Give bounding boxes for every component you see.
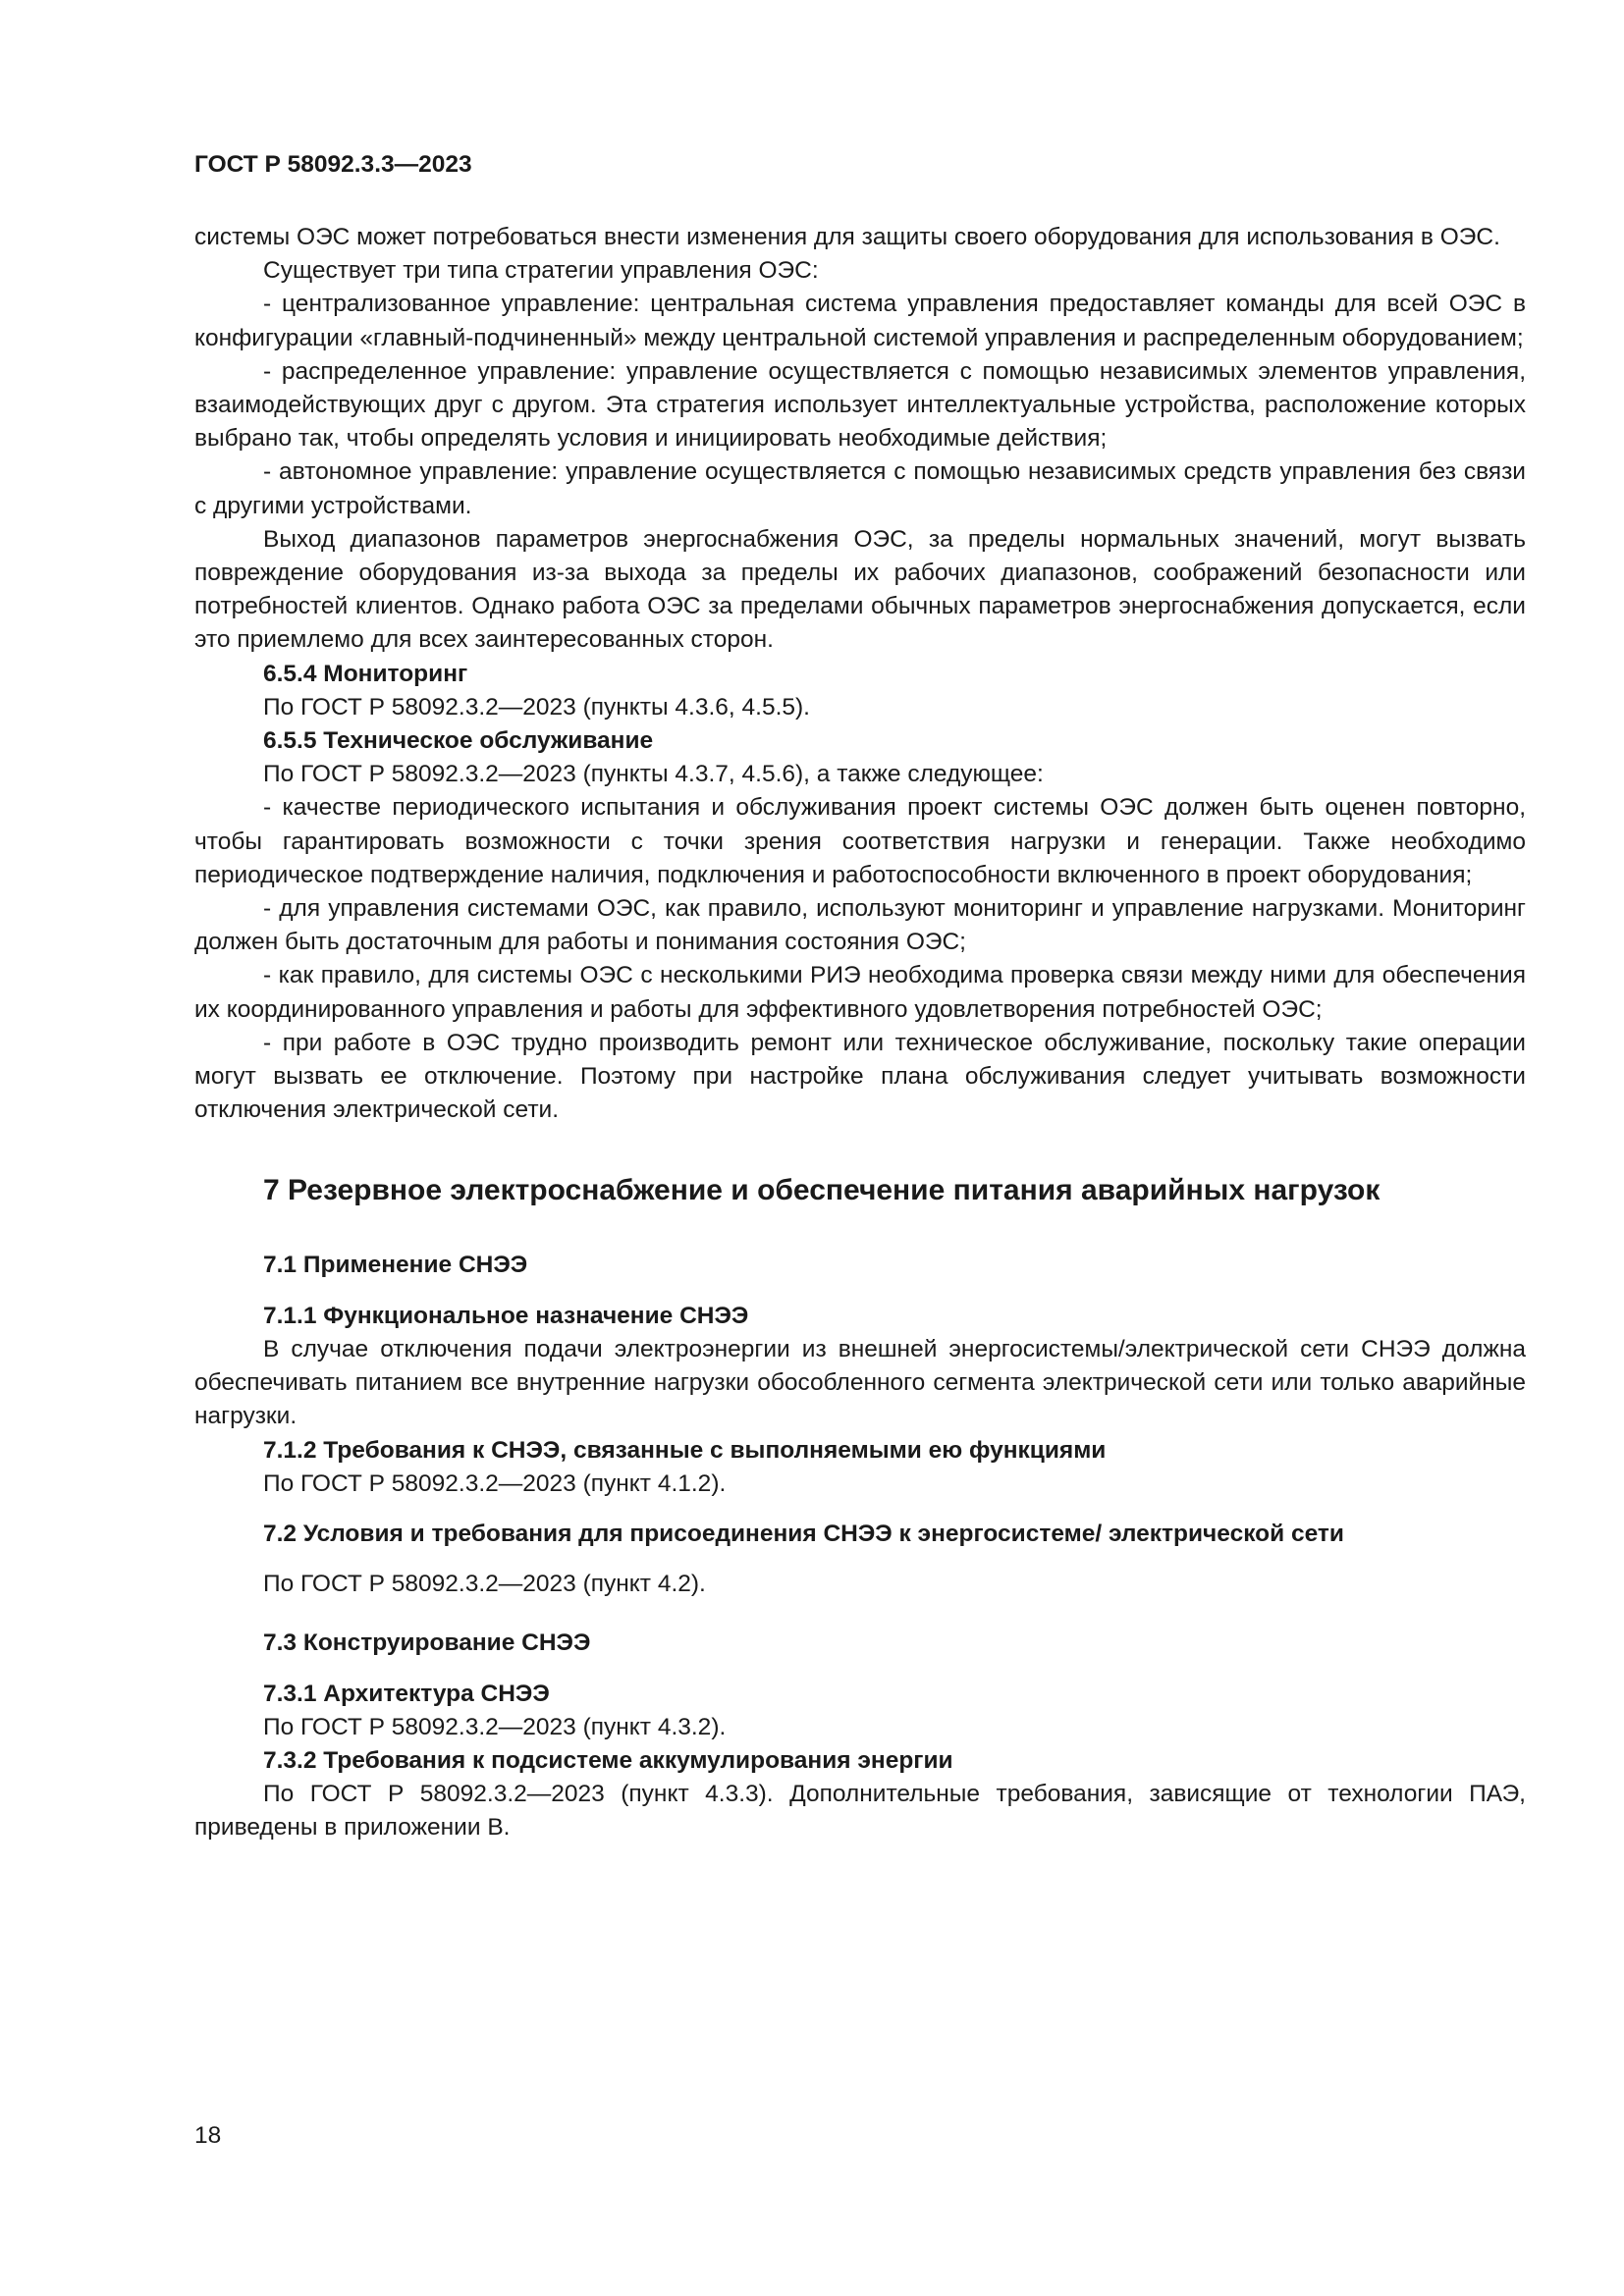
list-item: - автономное управление: управление осуществляется с помощью независимых средств управления без связи с другими устройствами. <box>194 458 1526 519</box>
list-item: - при работе в ОЭС трудно производить ремонт или техническое обслуживание, поскольку такие операции могут вызвать ее отключение. Поэтому при настройке плана обслуживания следует учитывать возможности отключения электрической сети. <box>194 1029 1526 1124</box>
list-item: - централизованное управление: центральная система управления предоставляет команды для всей ОЭС в конфигурации «главный-подчиненный» между центральной системой управления и распределенным оборудованием; <box>194 291 1526 351</box>
paragraph: Выход диапазонов параметров энергоснабжения ОЭС, за пределы нормальных значений, могут вызвать повреждение оборудования из-за выхода за пределы их рабочих диапазонов, соображений безопасности или потребностей клиентов. Однако работа ОЭС за пределами обычных параметров энергоснабжения допускается, если это приемлемо для всех заинтересованных сторон. <box>194 525 1526 654</box>
paragraph: Существует три типа стратегии управления ОЭС: <box>263 257 819 285</box>
page-content <box>194 221 1526 1845</box>
paragraph: По ГОСТ Р 58092.3.2—2023 (пункт 4.2). <box>263 1571 706 1598</box>
running-header: ГОСТ Р 58092.3.3—2023 <box>194 151 472 178</box>
page-number: 18 <box>194 2122 222 2149</box>
section-heading-6-5-5: 6.5.5 Техническое обслуживание <box>263 727 654 755</box>
paragraph: В случае отключения подачи электроэнергии из внешней энергосистемы/электрической сети СНЭЭ должна обеспечивать питанием все внутренние нагрузки обособленного сегмента электрической сети или только аварийные нагрузки. <box>194 1335 1526 1430</box>
section-heading-7-3-1: 7.3.1 Архитектура СНЭЭ <box>263 1680 550 1707</box>
paragraph: По ГОСТ Р 58092.3.2—2023 (пункт 4.1.2). <box>263 1469 727 1497</box>
paragraph: По ГОСТ Р 58092.3.2—2023 (пункт 4.3.3). Дополнительные требования, зависящие от технологии ПАЭ, приведены в приложении В. <box>194 1781 1526 1842</box>
section-heading-7-1-2: 7.1.2 Требования к СНЭЭ, связанные с выполняемыми ею функциями <box>263 1436 1107 1464</box>
section-heading-7-1-1: 7.1.1 Функциональное назначение СНЭЭ <box>263 1302 749 1329</box>
list-item: - как правило, для системы ОЭС с несколькими РИЭ необходима проверка связи между ними для обеспечения их координированного управления и работы для эффективного удовлетворения потребностей ОЭС; <box>194 962 1526 1023</box>
list-item: - для управления системами ОЭС, как правило, используют мониторинг и управление нагрузками. Мониторинг должен быть достаточным для работы и понимания состояния ОЭС; <box>194 895 1526 956</box>
section-heading-7-3-2: 7.3.2 Требования к подсистеме аккумулирования энергии <box>263 1746 953 1774</box>
section-heading-6-5-4: 6.5.4 Мониторинг <box>263 660 468 687</box>
paragraph: По ГОСТ Р 58092.3.2—2023 (пункты 4.3.7, 4.5.6), а также следующее: <box>263 761 1044 788</box>
list-item: - качестве периодического испытания и обслуживания проект системы ОЭС должен быть оценен повторно, чтобы гарантировать возможности с точки зрения соответствия нагрузки и генерации. Также необходимо периодическое подтверждение наличия, подключения и работоспособности включенного в проект оборудования; <box>194 794 1526 888</box>
section-heading-7-1: 7.1 Применение СНЭЭ <box>263 1252 528 1279</box>
section-heading-7-3: 7.3 Конструирование СНЭЭ <box>263 1629 591 1657</box>
list-item: - распределенное управление: управление осуществляется с помощью независимых элементов управления, взаимодействующих друг с другом. Эта стратегия использует интеллектуальные устройства, расположение которых выбрано так, чтобы определять условия и инициировать необходимые действия; <box>194 357 1526 453</box>
section-heading-7-2: 7.2 Условия и требования для присоединения СНЭЭ к энергосистеме/ электрической сети <box>263 1520 1344 1547</box>
paragraph: системы ОЭС может потребоваться внести изменения для защиты своего оборудования для использования в ОЭС. <box>194 224 1500 250</box>
paragraph: По ГОСТ Р 58092.3.2—2023 (пункты 4.3.6, 4.5.5). <box>263 693 810 721</box>
paragraph: По ГОСТ Р 58092.3.2—2023 (пункт 4.3.2). <box>263 1713 727 1740</box>
chapter-heading-7: 7 Резервное электроснабжение и обеспечение питания аварийных нагрузок <box>263 1174 1380 1207</box>
